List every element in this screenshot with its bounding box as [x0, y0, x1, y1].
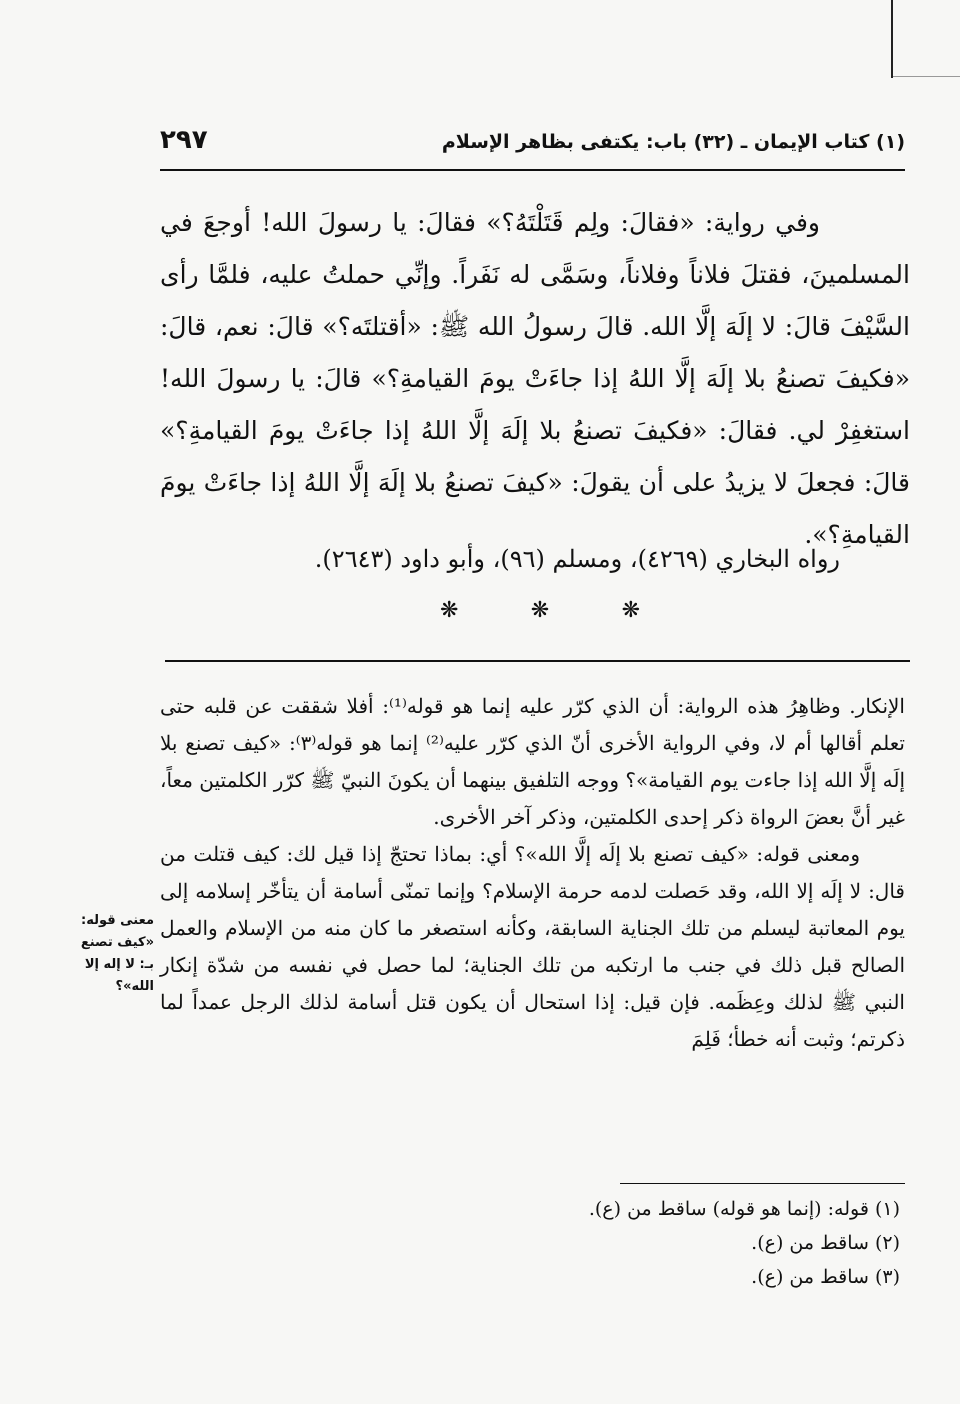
commentary-divider	[165, 660, 910, 662]
separator-star: ❋	[621, 598, 640, 623]
running-title: (١) كتاب الإيمان ـ (٣٢) باب: يكتفى بظاهر الإسلام	[441, 131, 905, 153]
page-number: ٢٩٧	[160, 125, 208, 155]
footnote: (٣) ساقط من (ع).	[751, 1266, 900, 1288]
page-header	[160, 125, 905, 171]
hadith-text	[160, 197, 910, 561]
separator-star: ❋	[530, 598, 550, 623]
scan-edge-horizontal	[893, 76, 960, 77]
scan-edge-vertical	[891, 0, 893, 78]
footnotes	[560, 1192, 900, 1294]
hadith-source: رواه البخاري (٤٢٦٩)، ومسلم (٩٦)، وأبو داود (٢٦٤٣).	[314, 545, 840, 573]
commentary-paragraph: ومعنى قوله: «كيف تصنع بلا إلَه إلَّا الله»؟ أي: بماذا تحتجّ إذا قيل لك: كيف قتلت من قال: لا إلَه إلا الله، وقد حَصلت لدمه حرمة الإسلام؟ وإنما تمنّى أسامة أن يتأخّر إسلامه إلى يوم المعاتبة ليسلم من تلك الجناية السابقة، وكأنه استصغر ما كان منه من الإسلام والعمل الصالح قبل ذلك في جنب ما ارتكبه من تلك الجناية؛ لما حصل في نفسه من شدّة إنكار النبي ﷺ لذلك وعِظَمه. فإن قيل: إذا استحال أن يكون قتل أسامة لذلك الرجل عمداً لما ذكرتم؛ وثبت أنه خطأ؛ فَلِمَ	[160, 842, 905, 1051]
commentary-paragraph: الإنكار. وظاهِرُ هذه الرواية: أن الذي كرّر عليه إنما هو قوله⁽¹⁾: أفلا شققت عن قلبه حتى تعلم أقالها أم لا، وفي الرواية الأخرى أنّ الذي كرّر عليه⁽²⁾ إنما هو قوله⁽٣⁾: «كيف تصنع بلا إلَه إلَّا الله إذا جاءت يوم القيامة»؟ ووجه التلفيق بينهما أن يكونَ النبيّ ﷺ كرّر الكلمتين معاً، غير أنَّ بعضَ الرواة ذكر إحدى الكلمتين، وذكر آخر الأخرى.	[160, 694, 905, 829]
footnote-rule	[620, 1183, 905, 1184]
commentary	[160, 688, 905, 1058]
section-separator	[440, 598, 640, 623]
header-rule	[160, 169, 905, 171]
footnote: (٢) ساقط من (ع).	[751, 1232, 900, 1254]
separator-star: ❋	[440, 598, 459, 623]
margin-note: معنى قوله: «كيف تصنع بـ: لا إله إلا الله»؟	[80, 913, 154, 994]
hadith-paragraph: وفي رواية: «فقالَ: ولِم قَتَلْتَهُ؟» فقالَ: يا رسولَ الله! أوجعَ في المسلمينَ، فقتلَ فلاناً وفلاناً، وسَمَّى له نَفَراً. وإنِّي حملتُ عليه، فلمَّا رأى السَّيْفَ قالَ: لا إلَهَ إلَّا الله. قالَ رسولُ الله ﷺ: «أقتلتَه؟» قالَ: نعم، قالَ: «فكيفَ تصنعُ بلا إلَهَ إلَّا اللهُ إذا جاءَتْ يومَ القيامةِ؟» قالَ: يا رسولَ الله! استغفِرْ لي. فقالَ: «فكيفَ تصنعُ بلا إلَهَ إلَّا اللهُ إذا جاءَتْ يومَ القيامةِ؟» قالَ: فجعلَ لا يزيدُ على أن يقولَ: «كيفَ تصنعُ بلا إلَهَ إلَّا اللهُ إذا جاءَتْ يومَ القيامةِ؟».	[160, 208, 911, 549]
footnote: (١) قوله: (إنما هو قوله) ساقط من (ع).	[588, 1198, 900, 1220]
